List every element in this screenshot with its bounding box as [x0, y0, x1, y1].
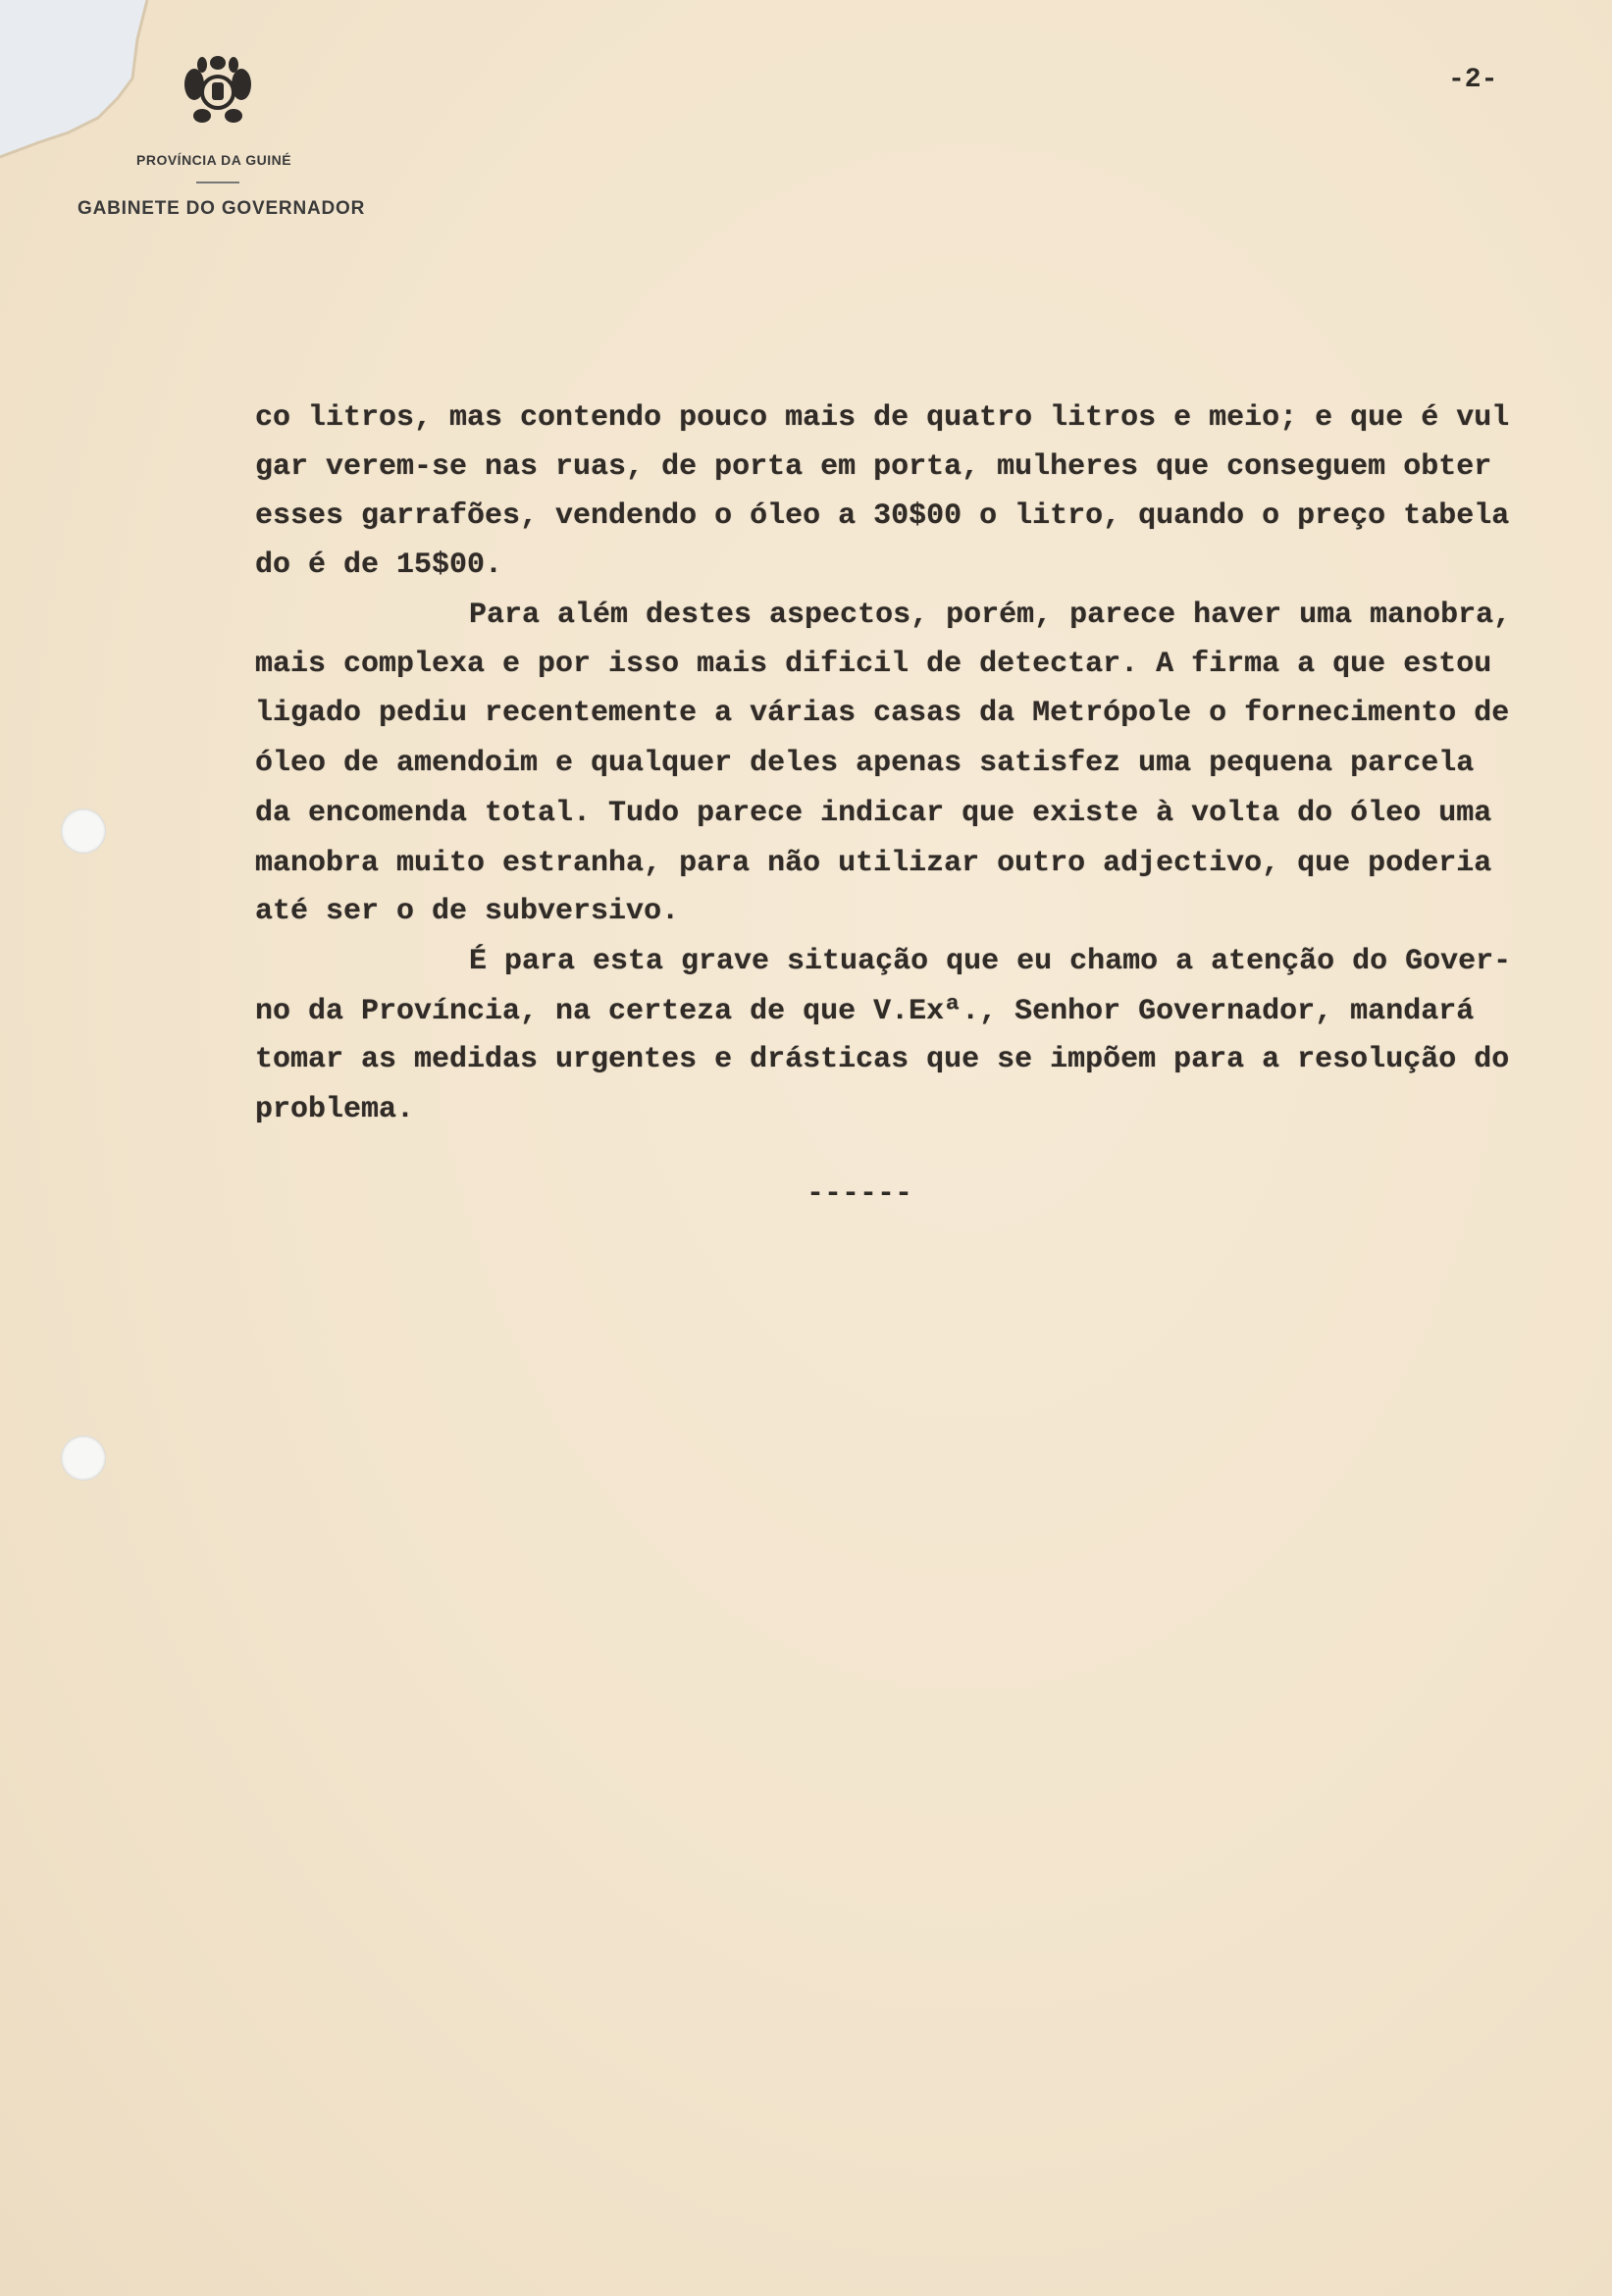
text-line: manobra muito estranha, para não utilizar outro adjectivo, que poderia — [255, 847, 1492, 880]
text-line: co litros, mas contendo pouco mais de quatro litros e meio; e que é vul — [255, 401, 1510, 435]
end-mark: ------ — [806, 1177, 913, 1211]
text-line: do é de 15$00. — [255, 548, 503, 582]
text-line: Para além destes aspectos, porém, parece haver uma manobra, — [469, 599, 1512, 632]
text-line: É para esta grave situação que eu chamo a atenção do Gover- — [469, 945, 1512, 978]
text-line: ligado pediu recentemente a várias casas da Metrópole o fornecimento de — [255, 697, 1510, 730]
text-line: até ser o de subversivo. — [255, 895, 680, 928]
coat-of-arms-icon — [173, 55, 263, 130]
torn-corner — [0, 0, 157, 167]
page-number: -2- — [1448, 65, 1498, 95]
text-line: tomar as medidas urgentes e drásticas que se impõem para a resolução do — [255, 1043, 1510, 1076]
punch-hole — [61, 809, 106, 854]
text-line: esses garrafões, vendendo o óleo a 30$00 o litro, quando o preço tabela — [255, 499, 1510, 533]
letterhead-office: GABINETE DO GOVERNADOR — [78, 198, 366, 219]
letterhead-divider — [196, 182, 239, 183]
text-line: óleo de amendoim e qualquer deles apenas satisfez uma pequena parcela — [255, 747, 1475, 780]
text-line: mais complexa e por isso mais dificil de detectar. A firma a que estou — [255, 648, 1492, 681]
text-line: gar verem-se nas ruas, de porta em porta, mulheres que conseguem obter — [255, 450, 1492, 484]
text-line: problema. — [255, 1093, 415, 1126]
text-line: no da Província, na certeza de que V.Exª., Senhor Governador, mandará — [255, 995, 1475, 1028]
punch-hole — [61, 1435, 106, 1481]
letterhead-province: PROVÍNCIA DA GUINÉ — [136, 152, 292, 168]
text-line: da encomenda total. Tudo parece indicar que existe à volta do óleo uma — [255, 797, 1492, 830]
